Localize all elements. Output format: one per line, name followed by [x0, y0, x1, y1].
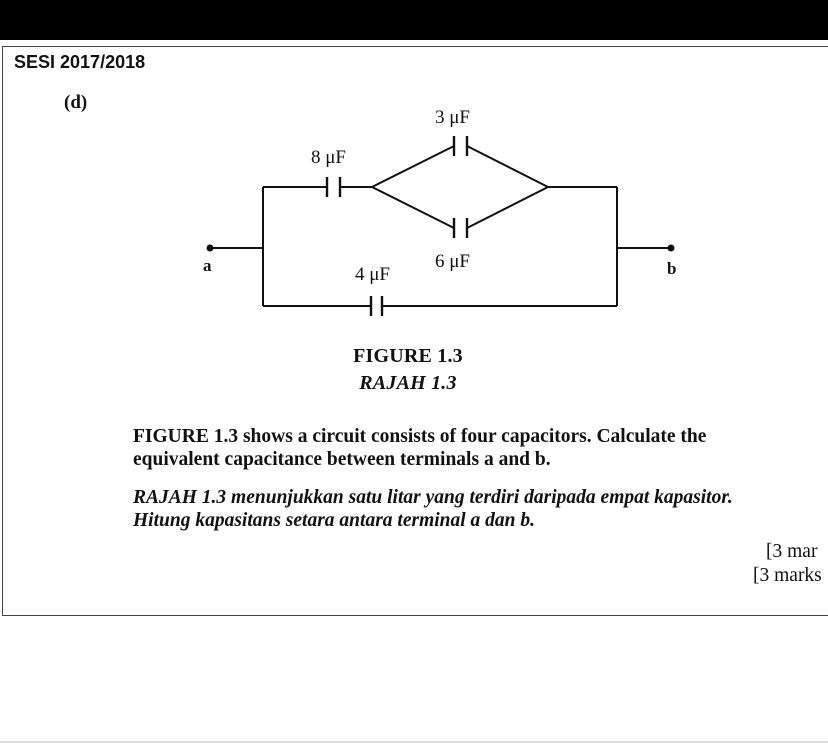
label-6uf: 6 μF	[435, 251, 471, 272]
wire-diamond-lower-left	[372, 187, 454, 228]
question-text-malay: RAJAH 1.3 menunjukkan satu litar yang terdiri daripada empat kapasitor. Hitung kapasitans setara antara terminal a dan b.	[133, 487, 733, 531]
figure-title-malay: RAJAH 1.3	[359, 372, 457, 394]
session-header: SESI 2017/2018	[14, 52, 146, 72]
question-part-label: (d)	[64, 92, 88, 113]
marks-label-english: [3 marks	[753, 565, 822, 586]
wire-diamond-upper-right	[467, 146, 548, 187]
terminal-a-dot	[207, 245, 214, 252]
label-terminal-a: a	[203, 256, 212, 275]
label-8uf: 8 μF	[311, 147, 347, 168]
marks-label-malay: [3 mar	[766, 541, 818, 562]
label-terminal-b: b	[667, 259, 677, 278]
question-text-english: FIGURE 1.3 shows a circuit consists of four capacitors. Calculate the equivalent capacitance between terminals a and b.	[133, 426, 707, 470]
figure-title: FIGURE 1.3	[353, 345, 463, 367]
wire-diamond-lower-right	[467, 187, 548, 228]
label-4uf: 4 μF	[355, 264, 391, 285]
wire-diamond-upper-left	[372, 146, 454, 187]
label-3uf: 3 μF	[435, 107, 471, 128]
terminal-b-dot	[668, 245, 675, 252]
